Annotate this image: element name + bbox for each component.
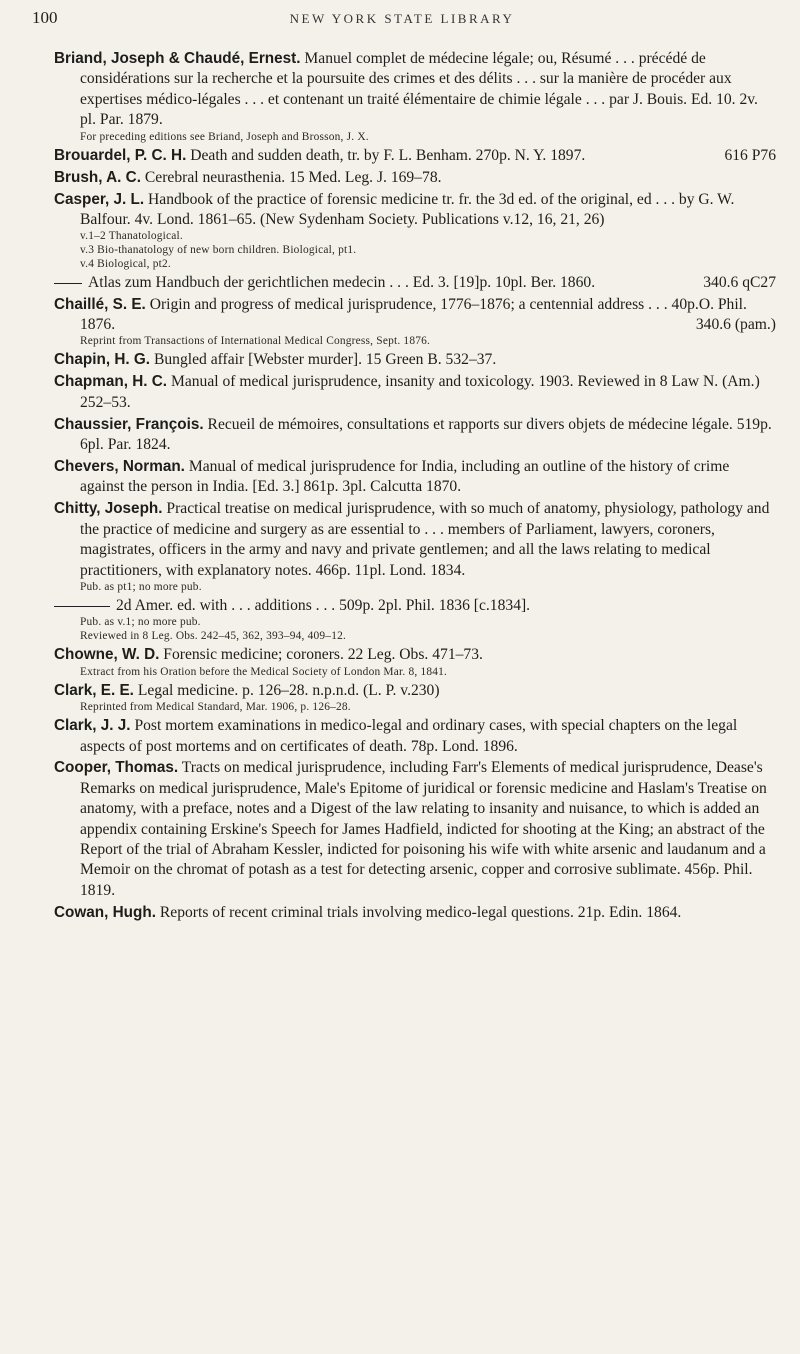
entry-cowan — [54, 903, 776, 923]
entry-note: v.1–2 Thanatological. — [80, 230, 183, 243]
entry-text: Bungled affair [Webster murder]. 15 Green B. 532–37. — [153, 351, 497, 369]
entry-author: Chaillé, S. E. — [54, 295, 146, 313]
entry-author: Chapman, H. C. — [54, 373, 168, 391]
entry-author: Brush, A. C. — [54, 168, 141, 186]
entry-author: Casper, J. L. — [54, 190, 145, 208]
entry-text: Cerebral neurasthenia. 15 Med. Leg. J. 169–78. — [144, 168, 442, 186]
entry-text: Post mortem examinations in medico-legal and ordinary cases, with special chapters on the legal aspects of post mortems and on certificates of death. 78p. Lond. 1896. — [80, 717, 738, 755]
entry-note: v.4 Biological, pt2. — [80, 257, 171, 270]
page-number: 100 — [32, 8, 58, 27]
entry-author: Chaussier, François. — [54, 415, 204, 433]
entry-chapin — [54, 350, 776, 370]
bibliography-list — [54, 49, 776, 925]
entry-chevers — [54, 457, 776, 498]
entry-text: Reports of recent criminal trials involving medico-legal questions. 21p. Edin. 1864. — [159, 903, 682, 921]
entry-author: Brouardel, P. C. H. — [54, 146, 187, 164]
entry-text: Manual of medical jurisprudence for India, including an outline of the history of crime against the person in India. [Ed. 3.] 861p. 3pl. Calcutta 1870. — [80, 457, 730, 496]
entry-chitty-2d-ed — [54, 596, 776, 644]
ditto-dash — [54, 283, 82, 284]
entry-note: Reviewed in 8 Leg. Obs. 242–45, 362, 393–94, 409–12. — [80, 630, 347, 642]
entry-text: Legal medicine. p. 126–28. n.p.n.d. (L. P. v.230) — [137, 681, 440, 699]
entry-clark-jj — [54, 716, 776, 757]
entry-cooper — [54, 758, 776, 901]
page-header — [32, 8, 772, 34]
entry-author: Clark, E. E. — [54, 681, 134, 699]
entry-briand — [54, 49, 776, 144]
entry-chitty — [54, 499, 776, 594]
entry-text: Manual of medical jurisprudence, insanity and toxicology. 1903. Reviewed in 8 Law N. (Am.) 252–53. — [80, 373, 760, 411]
entry-casper-atlas — [54, 273, 776, 293]
entry-text: Origin and progress of medical jurisprudence, 1776–1876; a centennial address . . . 40p.O. Phil. 1876. — [80, 295, 747, 333]
entry-author: Briand, Joseph & Chaudé, Ernest. — [54, 50, 301, 67]
call-number: 340.6 qC27 — [703, 273, 776, 291]
entry-text: Forensic medicine; coroners. 22 Leg. Obs. 471–73. — [163, 646, 483, 664]
entry-text: Tracts on medical jurisprudence, including Farr's Elements of medical jurisprudence, Dease's Remarks on medical jurisprudence, Male's Epitome of juridical or forensic medicine and Haslam's Treatise on anatomy, with a preface, notes and a Digest of the law relating to insanity and nuisance, to which is added an appendix containing Erskine's Speech for James Hadfield, indicted for shooting at the King; an abstract of the Report of the trial of Abraham Kessler, indicted for poisoning his wife with white arsenic and laudanum and a Memoir on the chromat of potash as a test for detecting arsenic, copper and corrosive sublimate. 456p. Phil. 1819. — [80, 759, 767, 899]
entry-author: Chitty, Joseph. — [54, 500, 163, 518]
call-number: 616 P76 — [724, 146, 776, 164]
entry-author: Chapin, H. G. — [54, 351, 151, 369]
entry-text: 2d Amer. ed. with . . . additions . . . 509p. 2pl. Phil. 1836 [c.1834]. — [116, 597, 531, 614]
entry-text: Practical treatise on medical jurisprudence, with so much of anatomy, physiology, pathology and the practice of medicine and surgery as are essential to . . . members of Parliament, lawyers, coroners, magistrates, officers in the army and navy and private gentlemen; and all the laws relating to medical practitioners, with explanatory notes. 466p. 11pl. Lond. 1834. — [80, 500, 770, 579]
entry-chowne — [54, 645, 776, 679]
entry-author: Clark, J. J. — [54, 717, 131, 735]
ditto-dash — [54, 606, 110, 607]
entry-note: Reprinted from Medical Standard, Mar. 1906, p. 126–28. — [80, 701, 351, 713]
entry-author: Cowan, Hugh. — [54, 903, 156, 921]
entry-note: For preceding editions see Briand, Joseph and Brosson, J. X. — [80, 130, 369, 143]
entry-chaille — [54, 295, 776, 349]
entry-text: Atlas zum Handbuch der gerichtlichen medecin . . . Ed. 3. [19]p. 10pl. Ber. 1860. — [88, 273, 596, 291]
entry-clark-ee — [54, 681, 776, 715]
entry-note: Reprint from Transactions of International Medical Congress, Sept. 1876. — [80, 335, 431, 348]
entry-brouardel — [54, 146, 776, 166]
entry-chaussier — [54, 415, 776, 456]
running-title: NEW YORK STATE LIBRARY — [289, 11, 515, 26]
entry-note: Pub. as v.1; no more pub. — [80, 616, 201, 629]
entry-note: Pub. as pt1; no more pub. — [80, 580, 202, 593]
entry-author: Chowne, W. D. — [54, 646, 160, 664]
entry-author: Chevers, Norman. — [54, 457, 185, 475]
entry-text: Death and sudden death, tr. by F. L. Benham. 270p. N. Y. 1897. — [190, 146, 586, 164]
entry-text: Manuel complet de médecine légale; ou, Résumé . . . précédé de considérations sur la recherche et la poursuite des crimes et des délits . . . sur la manière de procéder aux expertises médico-légales . . . et contenant un traité élémentaire de chimie légale . . . par J. Bouis. Ed. 10. 2v. pl. Par. 1879. — [80, 50, 758, 129]
entry-text: Handbook of the practice of forensic medicine tr. fr. the 3d ed. of the original, ed . . . by G. W. Balfour. 4v. Lond. 1861–65. (New Sydenham Society. Publications v.12, 16, 21, 26) — [80, 190, 735, 228]
entry-casper — [54, 190, 776, 272]
entry-brush — [54, 168, 776, 188]
entry-author: Cooper, Thomas. — [54, 759, 179, 777]
entry-note: v.3 Bio-thanatology of new born children. Biological, pt1. — [80, 243, 357, 256]
entry-note: Extract from his Oration before the Medical Society of London Mar. 8, 1841. — [80, 665, 448, 678]
entry-chapman — [54, 372, 776, 413]
call-number: 340.6 (pam.) — [695, 315, 776, 333]
entry-text: Recueil de mémoires, consultations et rapports sur divers objets de médecine légale. 519p. 6pl. Par. 1824. — [80, 415, 772, 454]
